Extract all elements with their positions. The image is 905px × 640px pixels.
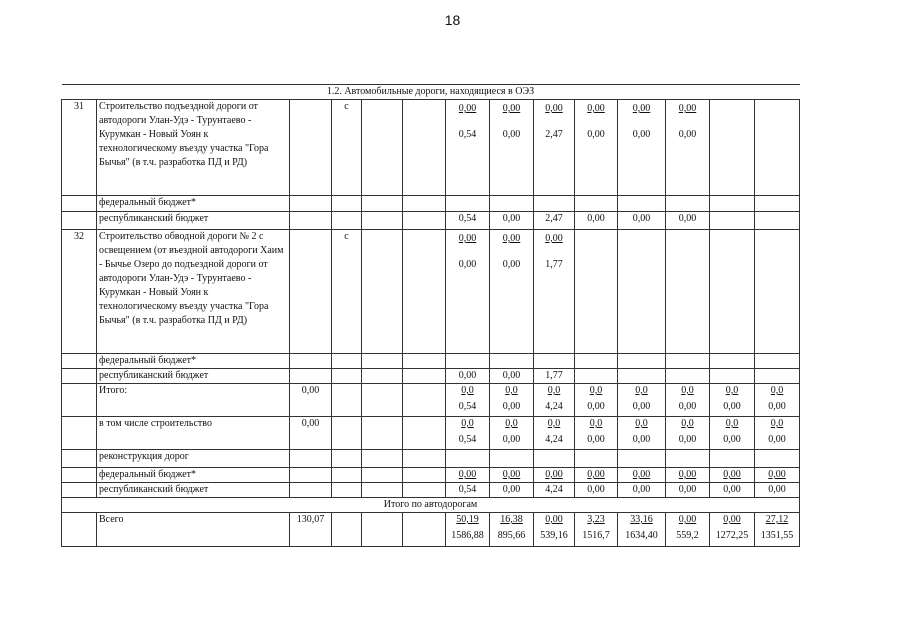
value-cell: 4,24 — [534, 483, 575, 498]
value-cell: 0,0 0,00 — [666, 384, 710, 417]
value-cell: 0,00 — [490, 212, 534, 230]
itogo-label: Итого: — [97, 384, 290, 417]
republic-label: республиканский бюджет — [97, 369, 290, 384]
value-cell: 0,00 0,00 — [666, 100, 710, 196]
section-header-row — [62, 85, 800, 100]
value-cell: 0,0 0,00 — [575, 384, 618, 417]
value-cell: 0,00 — [618, 468, 666, 483]
value-cell: 0,00 — [618, 483, 666, 498]
item-row-31 — [62, 100, 800, 196]
value-cell: 0,54 — [446, 483, 490, 498]
republic-total-row — [62, 483, 800, 498]
value-cell: 0,00 — [490, 369, 534, 384]
value-cell: 0,00 — [575, 483, 618, 498]
value-cell: 0,00 — [575, 212, 618, 230]
federal-label: федеральный бюджет* — [97, 468, 290, 483]
budget-table — [61, 84, 800, 547]
value-cell: 0,0 0,00 — [755, 384, 800, 417]
value-cell: 0,00 1,77 — [534, 230, 575, 354]
value-cell: 0,0 0,00 — [755, 417, 800, 450]
republic-label: республиканский бюджет — [97, 483, 290, 498]
value-cell: 0,54 — [446, 212, 490, 230]
grand-total-col3: 130,07 — [290, 513, 332, 547]
republic-row — [62, 369, 800, 384]
value-cell: 0,00 0,54 — [446, 100, 490, 196]
item-row-32 — [62, 230, 800, 354]
itogo-row — [62, 384, 800, 417]
value-cell: 0,00 — [534, 468, 575, 483]
value-cell: 0,00 0,00 — [446, 230, 490, 354]
value-cell: 0,00 — [666, 483, 710, 498]
value-cell: 27,12 1351,55 — [755, 513, 800, 547]
value-cell: 0,0 0,00 — [490, 417, 534, 450]
federal-row — [62, 196, 800, 212]
value-cell: 0,0 0,00 — [490, 384, 534, 417]
value-cell: 0,00 0,00 — [490, 100, 534, 196]
construction-row — [62, 417, 800, 450]
value-cell: 16,38 895,66 — [490, 513, 534, 547]
reconstruction-row — [62, 450, 800, 468]
value-cell: 0,00 — [490, 483, 534, 498]
value-cell: 0,00 — [710, 468, 755, 483]
value-cell: 1,77 — [534, 369, 575, 384]
value-cell: 0,0 0,00 — [575, 417, 618, 450]
value-cell: 0,0 0,00 — [710, 417, 755, 450]
value-cell: 0,00 — [446, 468, 490, 483]
reconstruction-label: реконструкция дорог — [97, 450, 290, 468]
value-cell: 0,00 1272,25 — [710, 513, 755, 547]
republic-label: республиканский бюджет — [97, 212, 290, 230]
item-number: 31 — [62, 100, 97, 196]
value-cell: 0,00 0,00 — [618, 100, 666, 196]
value-cell: 0,00 0,00 — [575, 100, 618, 196]
grand-total-label: Всего — [97, 513, 290, 547]
section-title: 1.2. Автомобильные дороги, находящиеся в ОЭЗ — [62, 85, 800, 100]
item-name: Строительство обводной дороги № 2 с освещением (от въездной автодороги Хаим - Бычье Озеро до подъездной дороги от автодороги Улан-Удэ - Турунтаево - Курумкан - Новый Уоян к технологическому въезду участка "Гора Бычья" (в т.ч. разработка ПД и РД) — [97, 230, 290, 354]
value-cell: 0,00 — [666, 468, 710, 483]
construction-label: в том числе строительство — [97, 417, 290, 450]
value-cell: 0,0 0,00 — [618, 384, 666, 417]
value-cell: 0,00 — [710, 483, 755, 498]
value-cell: 0,00 2,47 — [534, 100, 575, 196]
republic-row — [62, 212, 800, 230]
federal-row — [62, 354, 800, 369]
federal-label: федеральный бюджет* — [97, 354, 290, 369]
roads-total-title: Итого по автодорогам — [62, 498, 800, 513]
page-number: 18 — [444, 12, 461, 28]
value-cell: 0,0 0,00 — [710, 384, 755, 417]
value-cell: 0,00 — [666, 212, 710, 230]
value-cell: 0,0 0,00 — [666, 417, 710, 450]
construction-col3: 0,00 — [290, 417, 332, 450]
federal-label: федеральный бюджет* — [97, 196, 290, 212]
value-cell: 3,23 1516,7 — [575, 513, 618, 547]
item-number: 32 — [62, 230, 97, 354]
item-code: с — [332, 100, 362, 196]
value-cell: 0,00 — [446, 369, 490, 384]
value-cell: 0,00 — [755, 468, 800, 483]
value-cell: 0,0 0,54 — [446, 384, 490, 417]
value-cell: 0,00 559,2 — [666, 513, 710, 547]
grand-total-row — [62, 513, 800, 547]
value-cell: 0,00 0,00 — [490, 230, 534, 354]
value-cell: 0,00 — [490, 468, 534, 483]
federal-total-row — [62, 468, 800, 483]
value-cell: 0,0 0,54 — [446, 417, 490, 450]
itogo-col3: 0,00 — [290, 384, 332, 417]
value-cell: 0,0 0,00 — [618, 417, 666, 450]
value-cell: 0,00 — [575, 468, 618, 483]
value-cell: 0,00 — [618, 212, 666, 230]
item-name: Строительство подъездной дороги от автодороги Улан-Удэ - Турунтаево - Курумкан - Новый Уоян к технологическому въезду участка "Гора Бычья" (в т.ч. разработка ПД и РД) — [97, 100, 290, 196]
roads-total-header-row — [62, 498, 800, 513]
value-cell: 0,0 4,24 — [534, 417, 575, 450]
value-cell: 2,47 — [534, 212, 575, 230]
value-cell: 33,16 1634,40 — [618, 513, 666, 547]
value-cell: 0,0 4,24 — [534, 384, 575, 417]
value-cell: 0,00 539,16 — [534, 513, 575, 547]
value-cell: 50,19 1586,88 — [446, 513, 490, 547]
item-code: с — [332, 230, 362, 354]
value-cell: 0,00 — [755, 483, 800, 498]
